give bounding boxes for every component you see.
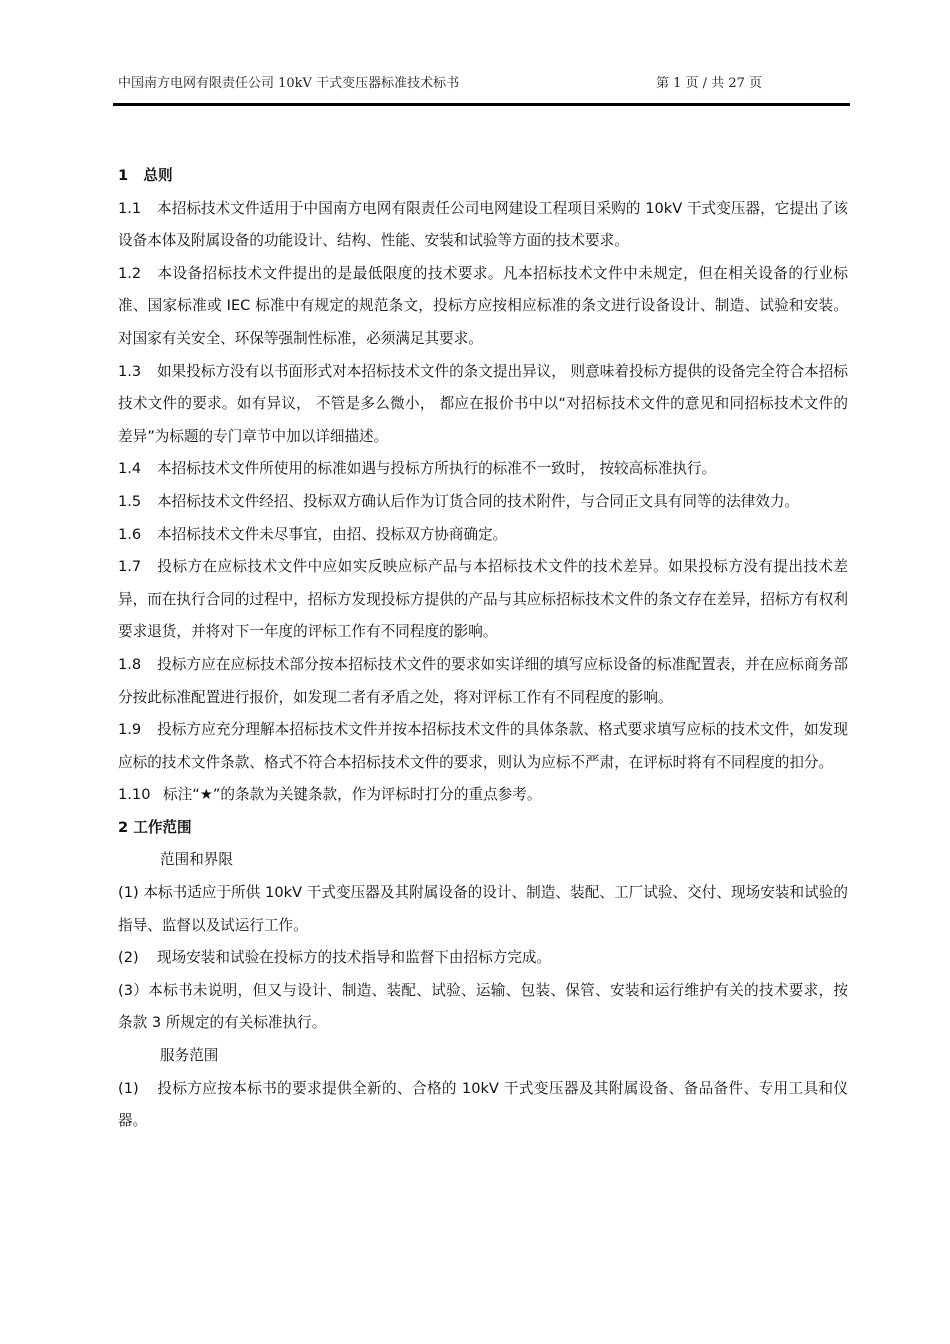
clause-text: 投标方应在应标技术部分按本招标技术文件的要求如实详细的填写应标设备的标准配置表，并在应标商务部分按此标准配置进行报价，如发现二者有矛盾之处，将对评标工作有不同程度的影响。: [118, 655, 848, 706]
item-number: (1): [118, 1079, 139, 1097]
clause-text: 标注“★”的条款为关键条款，作为评标时打分的重点参考。: [163, 786, 542, 804]
item-text: 投标方应按本标书的要求提供全新的、合格的 10kV 干式变压器及其附属设备、备品备件、专用工具和仪器。: [118, 1079, 848, 1130]
clause-1-3: [118, 356, 848, 454]
subheading-scope: 范围和界限: [160, 851, 233, 869]
header-title: 中国南方电网有限责任公司 10kV 干式变压器标准技术标书: [118, 76, 460, 91]
clause-text: 本招标技术文件经招、投标双方确认后作为订货合同的技术附件，与合同正文具有同等的法律效力。: [157, 492, 800, 510]
subheading-service: 服务范围: [160, 1047, 219, 1065]
scope-item-2: [118, 942, 848, 975]
clause-1-6: [118, 519, 848, 552]
clause-1-7: [118, 551, 848, 649]
clause-number: 1.6: [118, 525, 142, 543]
page-number: 第 1 页 / 共 27 页: [656, 76, 762, 91]
clause-1-4: [118, 453, 848, 486]
clause-1-1: [118, 193, 848, 258]
item-text: 现场安装和试验在投标方的技术指导和监督下由招标方完成。: [157, 949, 552, 967]
clause-1-5: [118, 486, 848, 519]
document-body: [118, 160, 848, 1138]
service-item-1: [118, 1073, 848, 1138]
section-heading-2: 2 工作范围: [118, 818, 192, 836]
clause-number: 1.8: [118, 655, 142, 673]
scope-item-3: (3）本标书未说明，但又与设计、制造、装配、试验、运输、包装、保管、安装和运行维护有关的技术要求，按条款 3 所规定的有关标准执行。: [118, 981, 848, 1032]
clause-text: 本招标技术文件适用于中国南方电网有限责任公司电网建设工程项目采购的 10kV 干式变压器，它提出了该设备本体及附属设备的功能设计、结构、性能、安装和试验等方面的技术要求。: [118, 199, 848, 250]
clause-text: 投标方应充分理解本招标技术文件并按本招标技术文件的具体条款、格式要求填写应标的技术文件，如发现应标的技术文件条款、格式不符合本招标技术文件的要求，则认为应标不严肃，在评标时将有不同程度的扣分。: [118, 721, 848, 771]
clause-text: 本招标技术文件所使用的标准如遇与投标方所执行的标准不一致时， 按较高标准执行。: [157, 460, 717, 478]
item-number: (2): [118, 949, 139, 967]
header-divider: [113, 103, 850, 106]
scope-item-1: (1) 本标书适应于所供 10kV 干式变压器及其附属设备的设计、制造、装配、工厂试验、交付、现场安装和试验的指导、监督以及试运行工作。: [118, 884, 848, 934]
page-header: [118, 70, 850, 94]
clause-1-8: [118, 649, 848, 714]
clause-number: 1.5: [118, 492, 142, 510]
clause-text: 本招标技术文件未尽事宜，由招、投标双方协商确定。: [157, 525, 508, 543]
clause-text: 如果投标方没有以书面形式对本招标技术文件的条文提出异议， 则意味着投标方提供的设备完全符合本招标技术文件的要求。如有异议， 不管是多么微小， 都应在报价书中以“对招标技术文件的意见和同招标技术文件的差异”为标题的专门章节中加以详细描述。: [118, 362, 848, 445]
clause-text: 本设备招标技术文件提出的是最低限度的技术要求。凡本招标技术文件中未规定，但在相关设备的行业标准、国家标准或 IEC 标准中有规定的规范条文，投标方应按相应标准的条文进行设备设计、制造、试验和安装。对国家有关安全、环保等强制性标准，必须满足其要求。: [118, 264, 848, 347]
clause-number: 1.4: [118, 460, 142, 478]
clause-number: 1.10: [118, 786, 151, 804]
clause-number: 1.9: [118, 721, 142, 739]
clause-text: 投标方在应标技术文件中应如实反映应标产品与本招标技术文件的技术差异。如果投标方没有提出技术差异，而在执行合同的过程中，招标方发现投标方提供的产品与其应标招标技术文件的条文存在差异，招标方有权利要求退货，并将对下一年度的评标工作有不同程度的影响。: [118, 558, 848, 641]
clause-1-2: [118, 258, 848, 356]
clause-number: 1.1: [118, 199, 142, 217]
section-title: 总则: [143, 167, 173, 184]
clause-1-10: [118, 779, 848, 812]
clause-number: 1.2: [118, 264, 142, 282]
section-heading-1: [118, 160, 848, 193]
clause-number: 1.3: [118, 362, 142, 380]
clause-number: 1.7: [118, 558, 142, 576]
clause-1-9: [118, 714, 848, 779]
section-number: 1: [118, 167, 129, 184]
